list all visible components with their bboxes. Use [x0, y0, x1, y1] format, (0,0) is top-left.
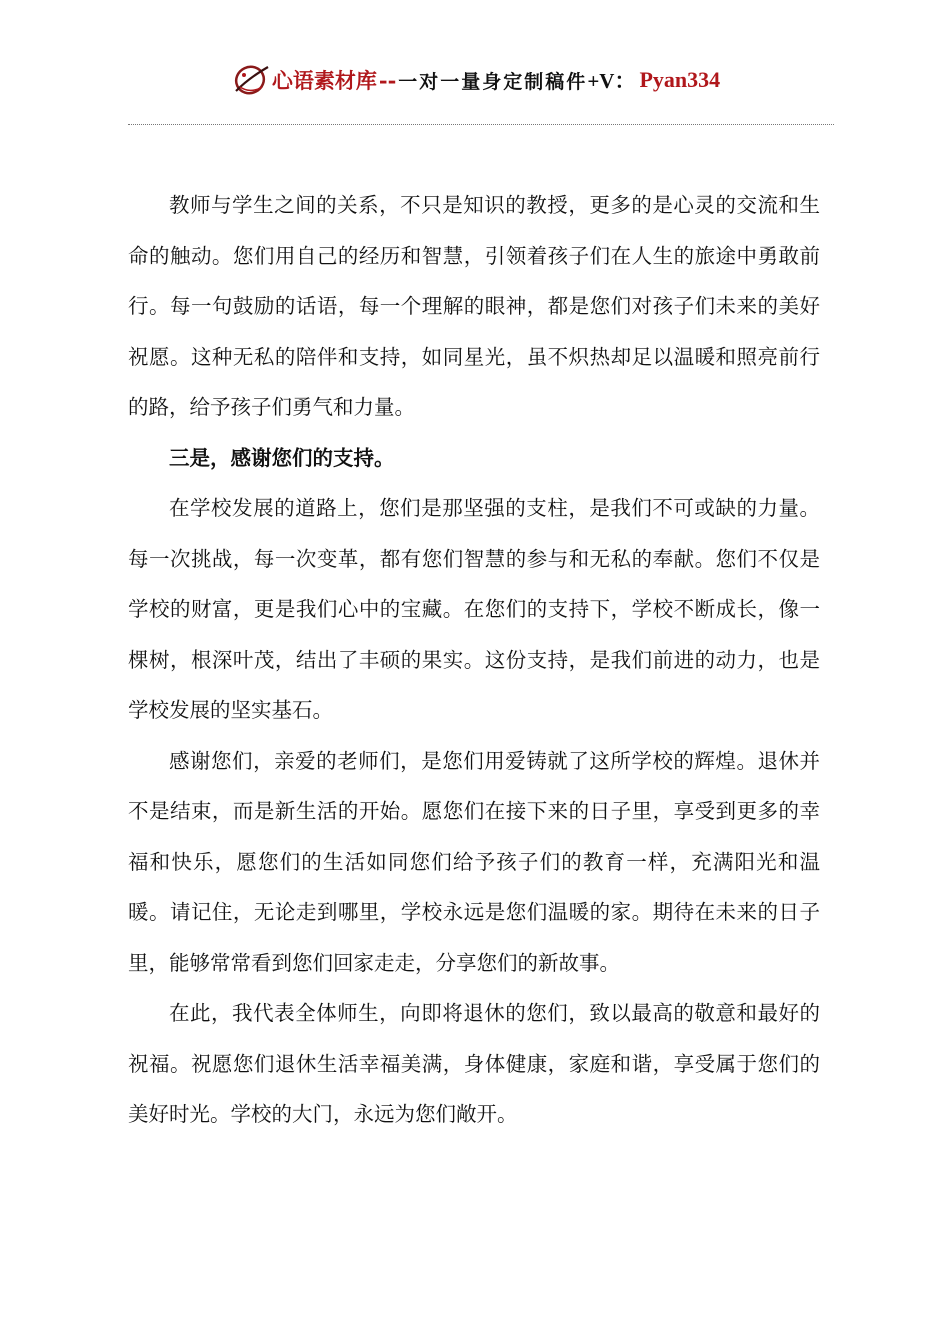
header-service: 一对一量身定制稿件 [398, 70, 588, 93]
paragraph: 教师与学生之间的关系，不只是知识的教授，更多的是心灵的交流和生命的触动。您们用自己的经历和智慧，引领着孩子们在人生的旅途中勇敢前行。每一句鼓励的话语，每一个理解的眼神，都是您们对孩子们未来的美好祝愿。这种无私的陪伴和支持，如同星光，虽不炽热却足以温暖和照亮前行的路，给予孩子们勇气和力量。 [128, 193, 820, 419]
paragraph: 在此，我代表全体师生，向即将退休的您们，致以最高的敬意和最好的祝福。祝愿您们退休生活幸福美满，身体健康，家庭和谐，享受属于您们的美好时光。学校的大门，永远为您们敞开。 [128, 1001, 820, 1126]
header-contact-label: +V： [587, 69, 636, 93]
header-separator: -- [378, 67, 397, 93]
header-contact-id: Pyan334 [639, 67, 721, 92]
document-body [128, 180, 820, 1140]
header-divider [128, 124, 834, 125]
header-brand: 心语素材库 [271, 68, 377, 93]
logo-icon [230, 61, 272, 99]
paragraph: 感谢您们，亲爱的老师们，是您们用爱铸就了这所学校的辉煌。退休并不是结束，而是新生活的开始。愿您们在接下来的日子里，享受到更多的幸福和快乐，愿您们的生活如同您们给予孩子们的教育一样，充满阳光和温暖。请记住，无论走到哪里，学校永远是您们温暖的家。期待在未来的日子里，能够常常看到您们回家走走，分享您们的新故事。 [128, 748, 820, 975]
page-header [0, 58, 950, 102]
section-heading: 三是，感谢您们的支持。 [169, 445, 395, 470]
paragraph: 在学校发展的道路上，您们是那坚强的支柱，是我们不可或缺的力量。每一次挑战，每一次变革，都有您们智慧的参与和无私的奉献。您们不仅是学校的财富，更是我们心中的宝藏。在您们的支持下，学校不断成长，像一棵树，根深叶茂，结出了丰硕的果实。这份支持，是我们前进的动力，也是学校发展的坚实基石。 [128, 496, 820, 722]
